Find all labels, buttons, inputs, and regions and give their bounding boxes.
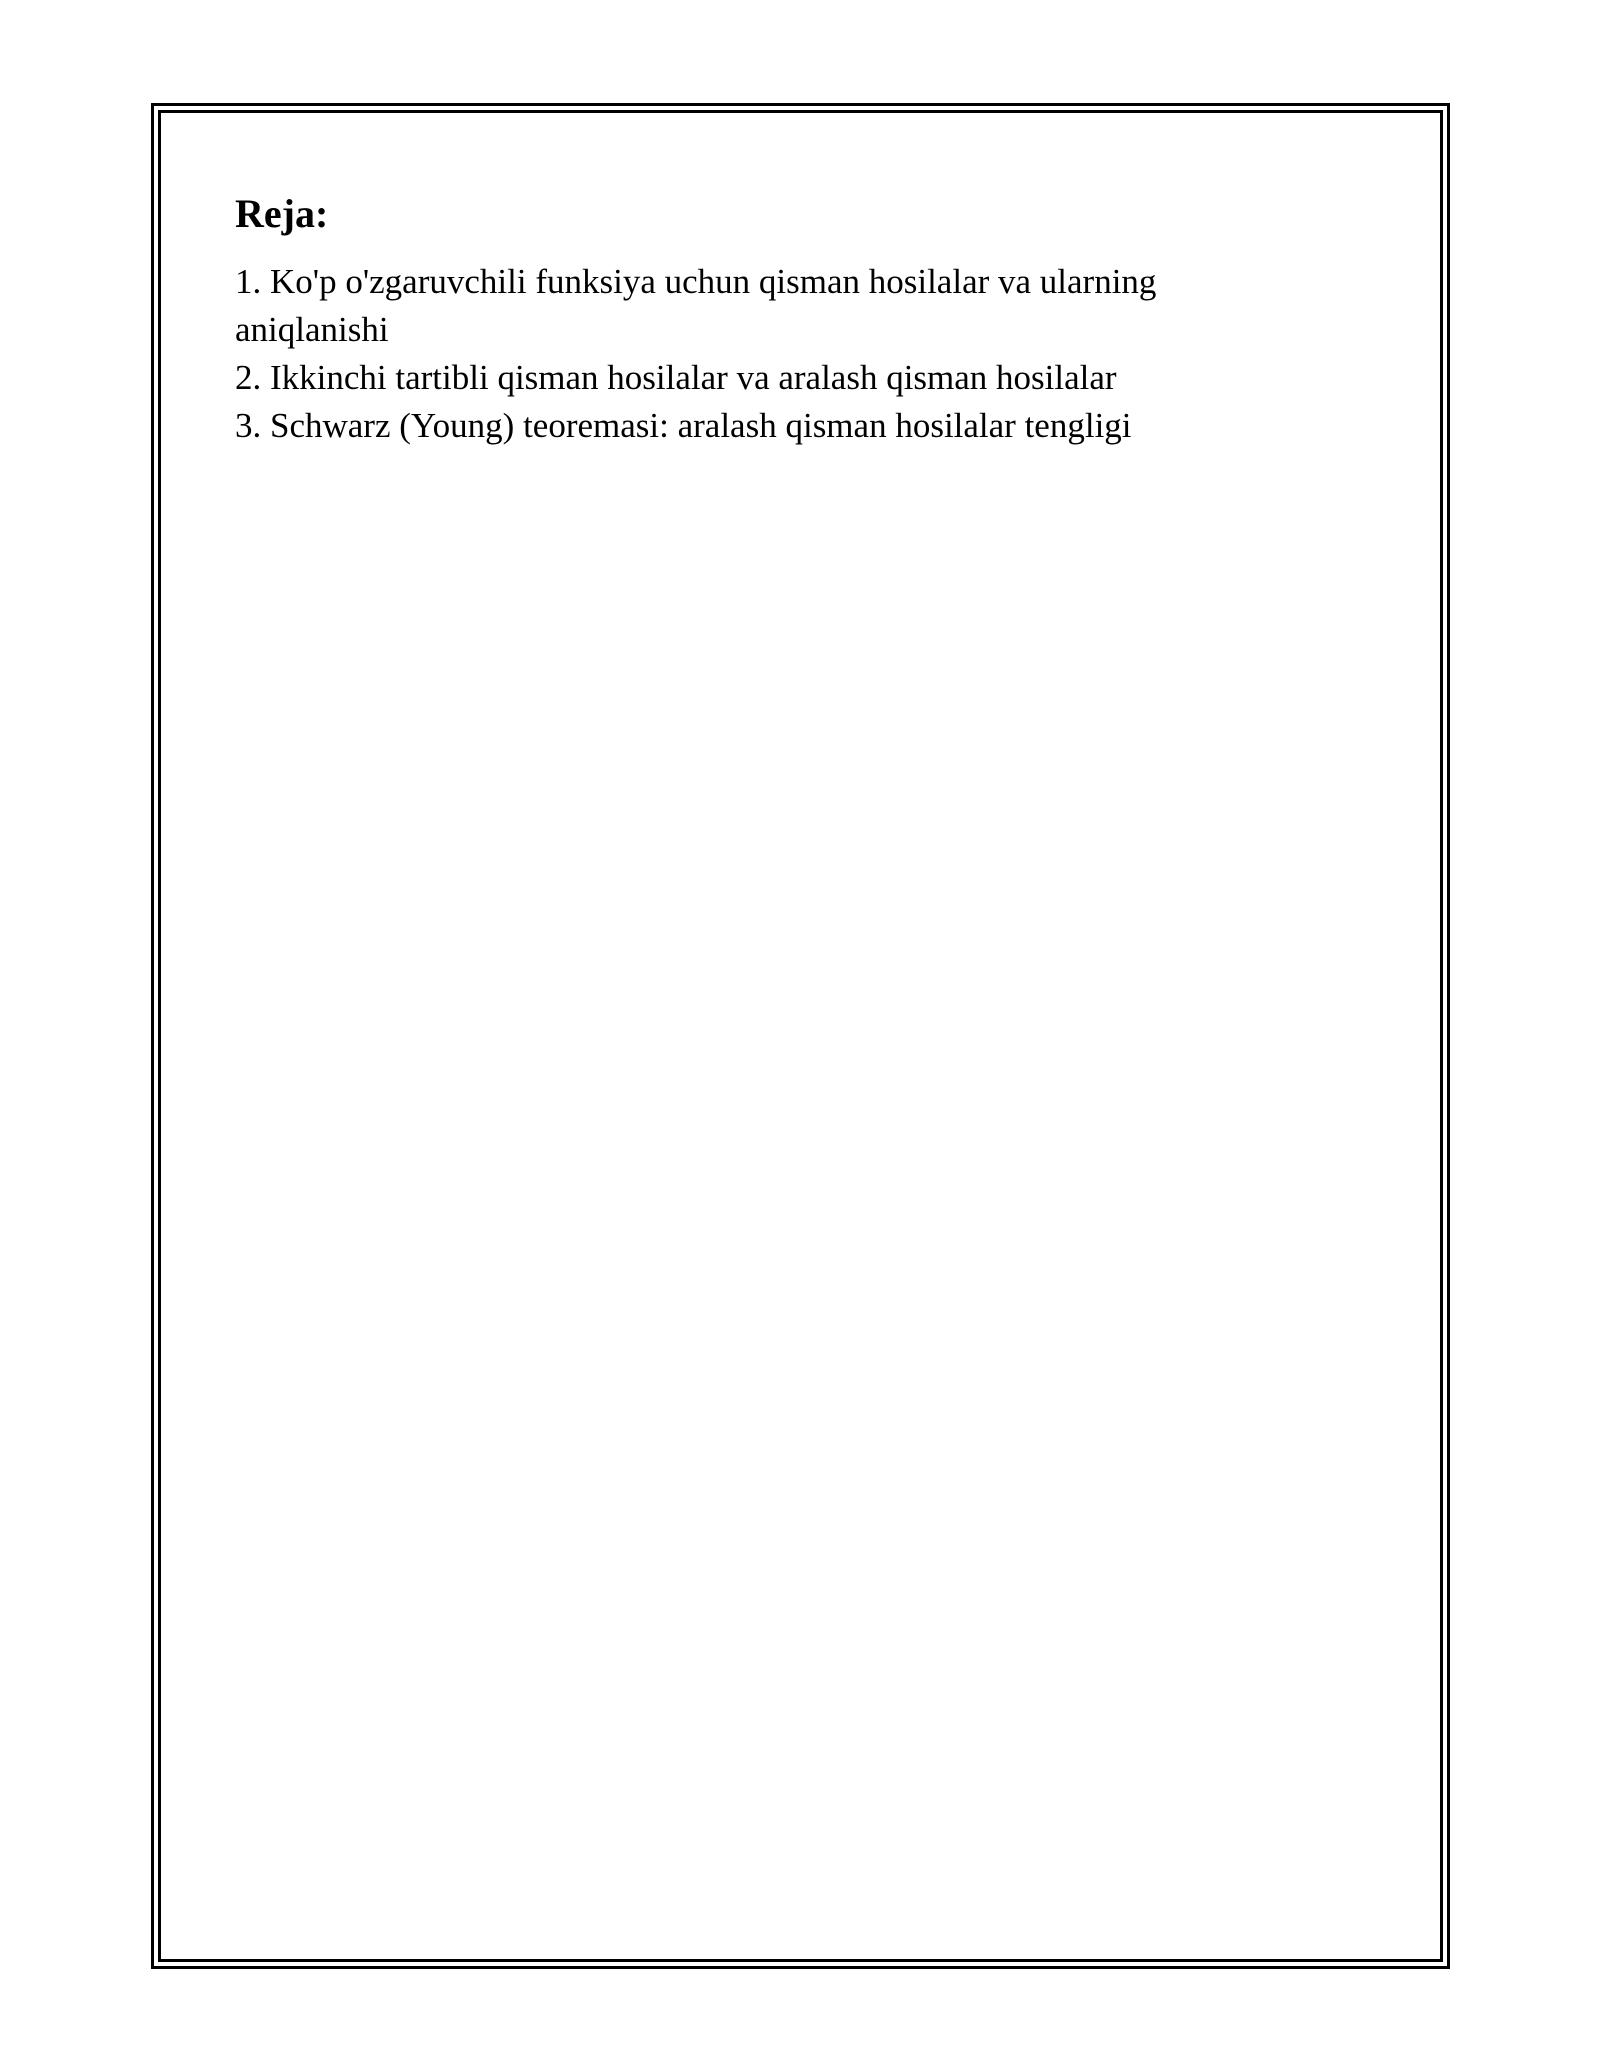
page-content — [235, 186, 1375, 450]
plan-item-3: 3. Schwarz (Young) teoremasi: aralash qisman hosilalar tengligi — [235, 406, 1132, 445]
plan-item-2: 2. Ikkinchi tartibli qisman hosilalar va aralash qisman hosilalar — [235, 358, 1117, 397]
plan-list — [235, 258, 1375, 450]
plan-item-1: 1. Ko'p o'zgaruvchili funksiya uchun qisman hosilalar va ularning aniqlanishi — [235, 262, 1157, 349]
plan-heading: Reja: — [235, 191, 329, 236]
